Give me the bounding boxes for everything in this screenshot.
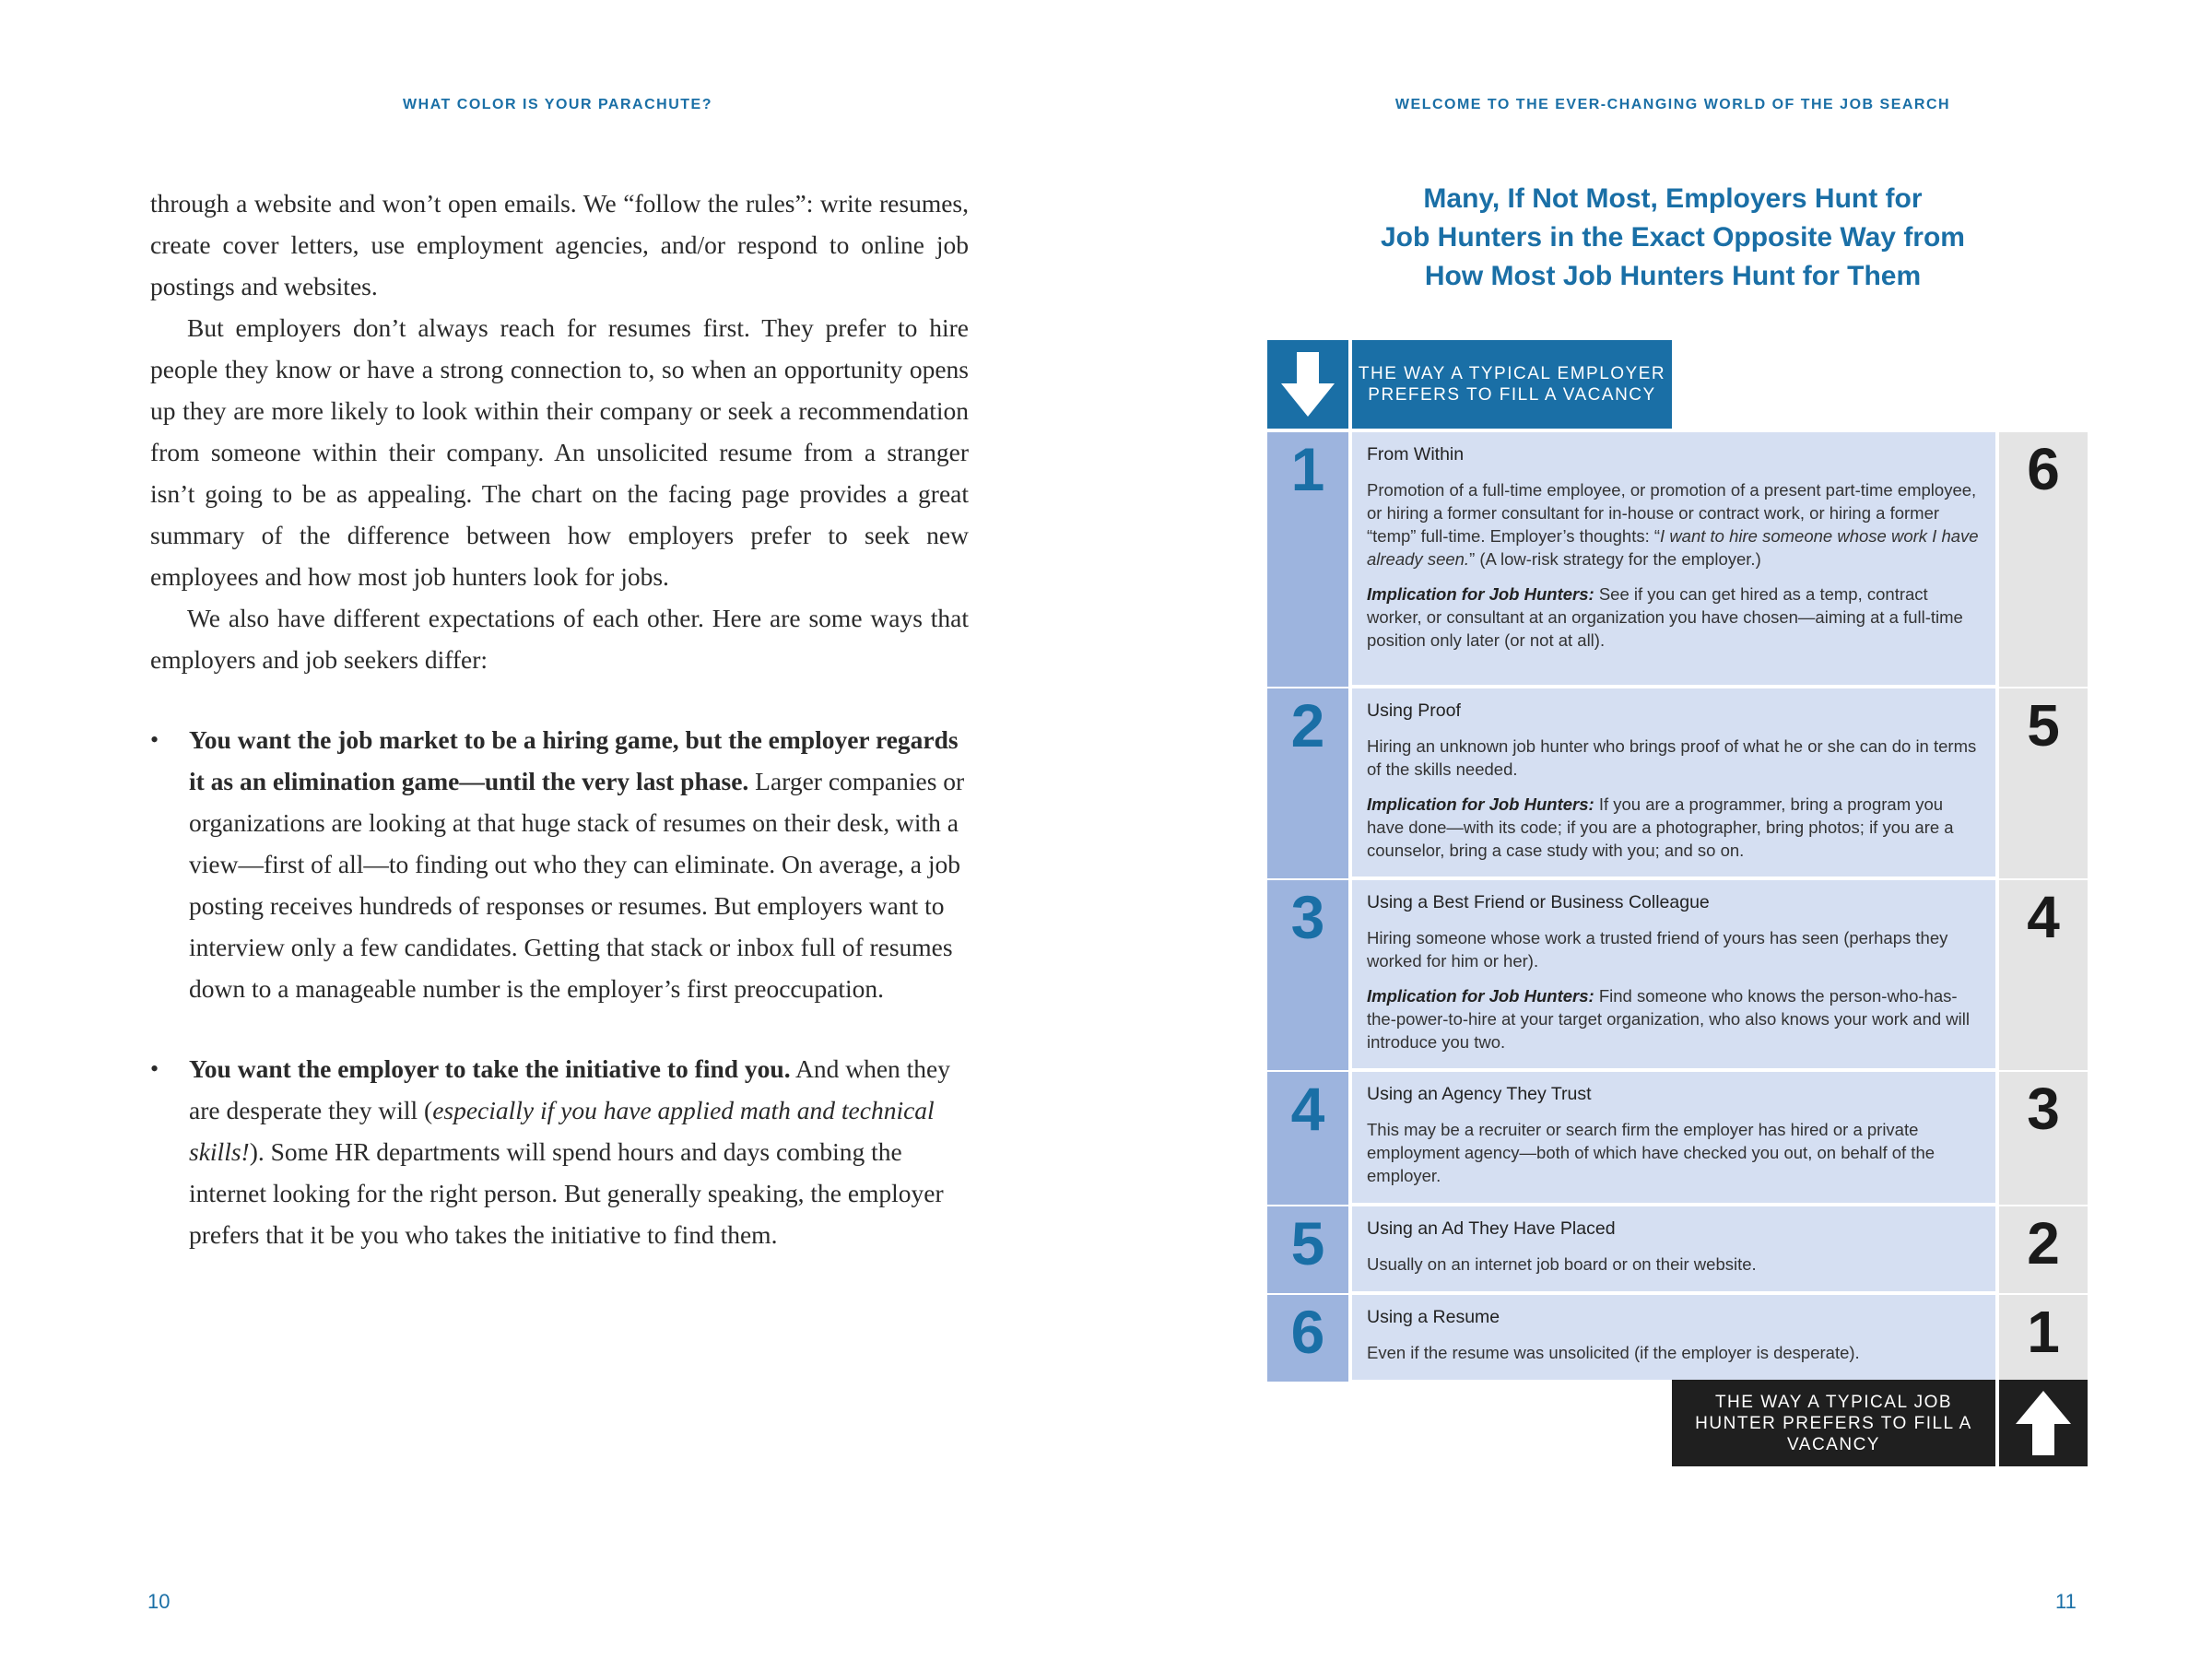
job-hunter-rank: 1 (1999, 1295, 2088, 1382)
employer-rank: 2 (1267, 688, 1348, 878)
row-title: Using an Ad They Have Placed (1367, 1218, 1616, 1239)
row-title: Using a Resume (1367, 1307, 1500, 1327)
row-description: Hiring someone whose work a trusted friend of yours has seen (perhaps they worked for him or her). (1367, 928, 1948, 971)
row-implication: Implication for Job Hunters: Find someone who knows the person-who-has-the-power-to-hire at your target organization, who also knows your work and will introduce you two. (1367, 986, 1970, 1052)
row-implication: Implication for Job Hunters: See if you can get hired as a temp, contract worker, or consultant at an organization you have chosen—aiming at a full-time position only later (or not at all). (1367, 584, 1963, 650)
chart-row (1267, 880, 2088, 1068)
chart-row (1267, 1072, 2088, 1203)
employer-label: THE WAY A TYPICAL EMPLOYER PREFERS TO FILL A VACANCY (1352, 340, 1672, 429)
row-content (1352, 880, 1995, 1068)
row-description: Usually on an internet job board or on their website. (1367, 1254, 1757, 1274)
chart-row (1267, 1206, 2088, 1291)
job-hunter-rank: 3 (1999, 1072, 2088, 1205)
chart-row (1267, 432, 2088, 685)
chart-row (1267, 688, 2088, 877)
bullet-bold-lead: You want the job market to be a hiring game, but the employer regards it as an elimination game—until the very last phase. (189, 725, 959, 795)
down-arrow-icon (1281, 352, 1335, 417)
bullet-item (150, 719, 969, 1009)
employer-rank: 3 (1267, 880, 1348, 1070)
job-hunter-rank: 4 (1999, 880, 2088, 1070)
row-description: This may be a recruiter or search firm the employer has hired or a private employment agency—both of which have checked you out, on behalf of the employer. (1367, 1120, 1936, 1185)
row-content (1352, 432, 1995, 685)
chart-title-line: Job Hunters in the Exact Opposite Way from (1381, 222, 1965, 253)
chart-title (1267, 180, 2078, 296)
right-page-number: 11 (2055, 1590, 2077, 1613)
bullet-text: Larger companies or organizations are looking at that huge stack of resumes on their desk, with a view—first of all—to finding out who they can eliminate. On average, a job posting receives hundreds of responses or resumes. But employers want to interview only a few candidates. Getting that stack or inbox full of resumes down to a manageable number is the employer’s first preoccupation. (189, 767, 965, 1003)
row-title: Using an Agency They Trust (1367, 1084, 1592, 1104)
row-description: Promotion of a full-time employee, or promotion of a present part-time employee, or hiring a former consultant for in-house or contract work, or hiring a former “temp” full-time. Employer’s thoughts: “I want to hire someone whose work I have already seen.” (A low-risk strategy for the employer.) (1367, 480, 1979, 569)
down-arrow-box (1267, 340, 1348, 429)
bullet-text: ). Some HR departments will spend hours and days combing the internet looking for the right person. But generally speaking, the employer prefers that it be you who takes the initiative to find them. (189, 1137, 944, 1249)
up-arrow-icon (2016, 1391, 2071, 1455)
row-title: Using Proof (1367, 700, 1461, 721)
bullet-bold-lead: You want the employer to take the initiative to find you. (189, 1054, 791, 1083)
chart-row (1267, 1295, 2088, 1380)
row-implication: Implication for Job Hunters: If you are a programmer, bring a program you have done—with its code; if you are a photographer, bring photos; if you are a counselor, bring a case study with you; and so on. (1367, 794, 1954, 860)
comparison-chart (1267, 340, 2088, 1474)
job-hunter-label: THE WAY A TYPICAL JOB HUNTER PREFERS TO FILL A VACANCY (1672, 1380, 1995, 1466)
paragraph: But employers don’t always reach for resumes first. They prefer to hire people they know or have a strong connection to, so when an opportunity opens up they are more likely to look within their company or seek a recommendation from someone within their company. An unsolicited resume from a stranger isn’t going to be as appealing. The chart on the facing page provides a great summary of the difference between how employers prefer to seek new employees and how most job hunters look for jobs. (150, 313, 969, 591)
left-body-text (150, 182, 969, 1294)
up-arrow-box (1999, 1380, 2088, 1466)
job-hunter-rank: 2 (1999, 1206, 2088, 1293)
job-hunter-rank: 6 (1999, 432, 2088, 687)
row-description: Even if the resume was unsolicited (if the employer is desperate). (1367, 1343, 1860, 1362)
left-page-number: 10 (147, 1590, 171, 1613)
left-running-head: WHAT COLOR IS YOUR PARACHUTE? (403, 97, 712, 112)
row-content (1352, 1072, 1995, 1203)
job-hunter-rank: 5 (1999, 688, 2088, 878)
employer-rank: 4 (1267, 1072, 1348, 1205)
row-content (1352, 1295, 1995, 1380)
row-title: From Within (1367, 444, 1465, 465)
bullet-list (150, 719, 969, 1255)
chart-title-line: How Most Job Hunters Hunt for Them (1424, 261, 1922, 291)
bullet-item (150, 1048, 969, 1255)
paragraph: We also have different expectations of each other. Here are some ways that employers and job seekers differ: (150, 604, 969, 674)
employer-rank: 1 (1267, 432, 1348, 687)
bullet-italic: especially if you have applied math and technical skills! (189, 1096, 935, 1166)
employer-rank: 6 (1267, 1295, 1348, 1382)
paragraph: through a website and won’t open emails. We “follow the rules”: write resumes, create cover letters, use employment agencies, and/or respond to online job postings and websites. (150, 189, 969, 300)
bullet-text: And when they are desperate they will ( (189, 1054, 950, 1124)
row-content (1352, 688, 1995, 877)
chart-title-line: Many, If Not Most, Employers Hunt for (1423, 183, 1923, 214)
row-content (1352, 1206, 1995, 1291)
employer-rank: 5 (1267, 1206, 1348, 1293)
row-description: Hiring an unknown job hunter who brings proof of what he or she can do in terms of the skills needed. (1367, 736, 1977, 779)
row-title: Using a Best Friend or Business Colleague (1367, 892, 1710, 912)
right-running-head: WELCOME TO THE EVER-CHANGING WORLD OF THE JOB SEARCH (1394, 97, 1951, 112)
